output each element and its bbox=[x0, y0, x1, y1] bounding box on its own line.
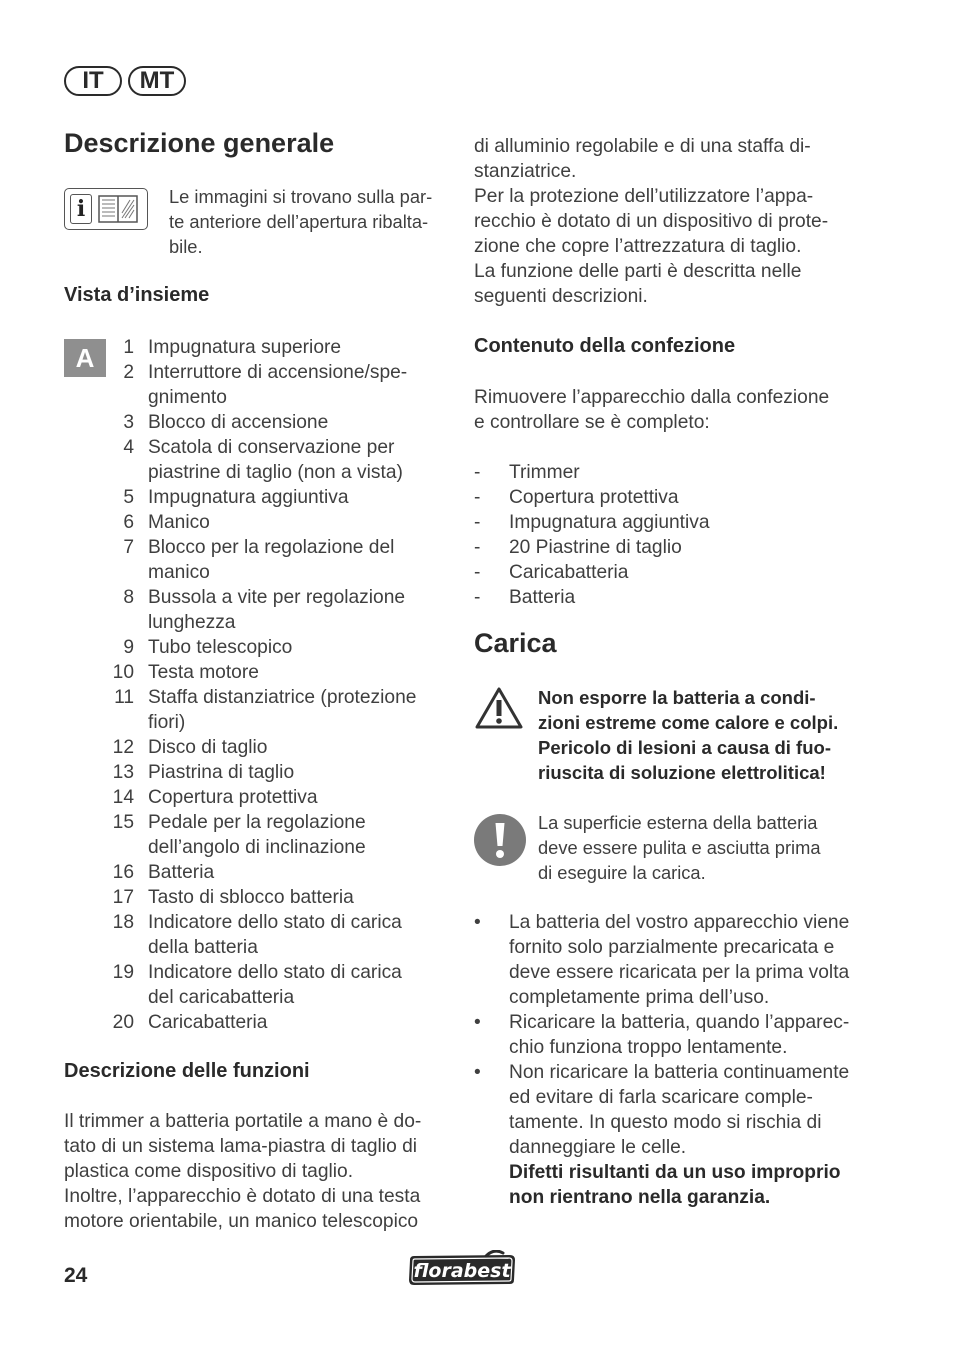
part-list-item bbox=[96, 960, 456, 1010]
contents-list bbox=[474, 460, 874, 610]
functions-paragraph-continued: di alluminio regolabile e di una staffa di- stanziatrice. Per la protezione dell’utilizzatore l’appa- recchio è dotato di un dispositivo di prote- zione che copre l’attrezzatura di taglio. La funzione delle parti è descritta nelle seguenti descrizioni. bbox=[474, 136, 829, 307]
part-label: Testa motore bbox=[148, 662, 259, 683]
part-label: Caricabatteria bbox=[148, 1012, 268, 1033]
part-number: 4 bbox=[123, 437, 134, 458]
part-list-item bbox=[96, 660, 456, 685]
dash-marker: - bbox=[474, 487, 481, 508]
charge-instruction-item bbox=[474, 910, 864, 1010]
part-label: Tasto di sblocco batteria bbox=[148, 887, 354, 908]
contents-list-item bbox=[474, 585, 874, 610]
contents-item-label: Impugnatura aggiuntiva bbox=[509, 512, 710, 533]
part-list-item bbox=[96, 810, 456, 860]
bullet-marker: • bbox=[474, 912, 481, 933]
contents-heading: Contenuto della confezione bbox=[474, 335, 736, 357]
part-label: Disco di taglio bbox=[148, 737, 268, 758]
overview-heading: Vista d’insieme bbox=[64, 284, 210, 306]
part-list-item bbox=[96, 910, 456, 960]
part-list-item bbox=[96, 735, 456, 760]
part-label: Indicatore dello stato di carica della batteria bbox=[148, 912, 402, 958]
part-number: 17 bbox=[112, 887, 134, 908]
part-list-item bbox=[96, 760, 456, 785]
functions-paragraph: Il trimmer a batteria portatile a mano è do- tato di un sistema lama-piastra di taglio di plastica come dispositivo di taglio. Inoltre, l’apparecchio è dotato di una testa motore orientabile, un manico telescopico bbox=[64, 1111, 422, 1232]
part-number: 6 bbox=[123, 512, 134, 533]
charge-instruction-item bbox=[474, 1010, 864, 1060]
info-icon: i bbox=[64, 188, 148, 230]
part-number: 10 bbox=[112, 662, 134, 683]
charge-instruction-text: Ricaricare la batteria, quando l’apparec- chio funziona troppo lentamente. bbox=[509, 1012, 850, 1058]
part-number: 14 bbox=[112, 787, 134, 808]
part-number: 8 bbox=[123, 587, 134, 608]
part-list-item bbox=[96, 335, 456, 360]
part-number: 11 bbox=[114, 687, 134, 708]
functions-heading: Descrizione delle funzioni bbox=[64, 1060, 310, 1082]
part-list-item bbox=[96, 435, 456, 485]
part-list-item bbox=[96, 685, 456, 735]
part-number: 16 bbox=[112, 862, 134, 883]
part-label: Tubo telescopico bbox=[148, 637, 293, 658]
part-label: Blocco per la regolazione del manico bbox=[148, 537, 395, 583]
part-number: 1 bbox=[123, 337, 134, 358]
part-number: 20 bbox=[112, 1012, 134, 1033]
part-list-item bbox=[96, 785, 456, 810]
notice-exclamation-icon bbox=[473, 813, 527, 872]
part-list-item bbox=[96, 510, 456, 535]
contents-list-item bbox=[474, 535, 874, 560]
part-number: 12 bbox=[112, 737, 134, 758]
charge-instructions-list bbox=[474, 910, 864, 1210]
part-list-item bbox=[96, 585, 456, 635]
parts-list bbox=[96, 335, 456, 1035]
lang-badge-it: IT bbox=[64, 66, 122, 96]
contents-list-item bbox=[474, 510, 874, 535]
section-title-general-description: Descrizione generale bbox=[64, 128, 335, 158]
book-icon bbox=[98, 194, 140, 224]
contents-item-label: Copertura protettiva bbox=[509, 487, 679, 508]
part-list-item bbox=[96, 360, 456, 410]
part-label: Manico bbox=[148, 512, 210, 533]
part-list-item bbox=[96, 635, 456, 660]
figure-a-label: A bbox=[64, 339, 106, 377]
page-number: 24 bbox=[64, 1264, 88, 1287]
image-location-note: Le immagini si trovano sulla par- te anteriore dell’apertura ribalta- bile. bbox=[169, 186, 433, 257]
florabest-logo bbox=[406, 1250, 518, 1286]
part-list-item bbox=[96, 485, 456, 510]
dash-marker: - bbox=[474, 587, 481, 608]
part-number: 2 bbox=[123, 362, 134, 383]
part-label: Copertura protettiva bbox=[148, 787, 318, 808]
part-label: Impugnatura aggiuntiva bbox=[148, 487, 349, 508]
part-label: Scatola di conservazione per piastrine di taglio (non a vista) bbox=[148, 437, 403, 483]
part-list-item bbox=[96, 535, 456, 585]
part-number: 18 bbox=[112, 912, 134, 933]
part-label: Pedale per la regolazione dell’angolo di inclinazione bbox=[148, 812, 366, 858]
part-label: Staffa distanziatrice (protezione fiori) bbox=[148, 687, 417, 733]
contents-list-item bbox=[474, 560, 874, 585]
dash-marker: - bbox=[474, 537, 481, 558]
part-number: 9 bbox=[123, 637, 134, 658]
warning-icon bbox=[474, 686, 524, 735]
contents-item-label: Trimmer bbox=[509, 462, 580, 483]
warranty-warning-text: Difetti risultanti da un uso improprio bbox=[509, 1162, 841, 1183]
part-label: Blocco di accensione bbox=[148, 412, 329, 433]
battery-notice-text: La superficie esterna della batteria deve essere pulita e asciutta prima di eseguire la carica. bbox=[538, 812, 821, 883]
part-label: Bussola a vite per regolazione lunghezza bbox=[148, 587, 406, 633]
svg-text:florabest: florabest bbox=[413, 1260, 511, 1282]
bullet-marker: • bbox=[474, 1062, 481, 1083]
part-list-item bbox=[96, 410, 456, 435]
part-number: 3 bbox=[123, 412, 134, 433]
warranty-warning-text: non rientrano nella garanzia. bbox=[509, 1187, 771, 1208]
language-badges bbox=[64, 66, 192, 96]
charge-instruction-item bbox=[474, 1060, 864, 1210]
contents-list-item bbox=[474, 485, 874, 510]
part-label: Interruttore di accensione/spe- gnimento bbox=[148, 362, 408, 408]
part-list-item bbox=[96, 1010, 456, 1035]
contents-item-label: 20 Piastrine di taglio bbox=[509, 537, 682, 558]
part-label: Batteria bbox=[148, 862, 215, 883]
part-number: 7 bbox=[123, 537, 134, 558]
lang-badge-mt: MT bbox=[128, 66, 186, 96]
part-number: 19 bbox=[112, 962, 134, 983]
dash-marker: - bbox=[474, 512, 481, 533]
part-number: 5 bbox=[123, 487, 134, 508]
part-label: Indicatore dello stato di carica del caricabatteria bbox=[148, 962, 402, 1008]
dash-marker: - bbox=[474, 562, 481, 583]
battery-warning-text: Non esporre la batteria a condi- zioni estreme come calore e colpi. Pericolo di lesioni a causa di fuo- riuscita di soluzione elettrolitica! bbox=[538, 687, 839, 783]
charge-instruction-text: La batteria del vostro apparecchio viene fornito solo parzialmente precaricata e deve essere ricaricata per la prima volta completamente prima dell’uso. bbox=[509, 912, 850, 1008]
part-number: 13 bbox=[112, 762, 134, 783]
part-label: Piastrina di taglio bbox=[148, 762, 295, 783]
contents-item-label: Caricabatteria bbox=[509, 562, 629, 583]
charge-instruction-text: Non ricaricare la batteria continuamente ed evitare di farla scaricare comple- tamente. In questo modo si rischia di danneggiare le celle. Difetti risultanti da un uso improprio non rientrano nella garanzia. bbox=[509, 1060, 864, 1210]
section-title-charge: Carica bbox=[474, 628, 557, 658]
part-list-item bbox=[96, 885, 456, 910]
dash-marker: - bbox=[474, 462, 481, 483]
part-label: Impugnatura superiore bbox=[148, 337, 342, 358]
part-list-item bbox=[96, 860, 456, 885]
part-number: 15 bbox=[112, 812, 134, 833]
contents-item-label: Batteria bbox=[509, 587, 576, 608]
contents-intro: Rimuovere l’apparecchio dalla confezione e controllare se è completo: bbox=[474, 387, 830, 433]
contents-list-item bbox=[474, 460, 874, 485]
bullet-marker: • bbox=[474, 1012, 481, 1033]
